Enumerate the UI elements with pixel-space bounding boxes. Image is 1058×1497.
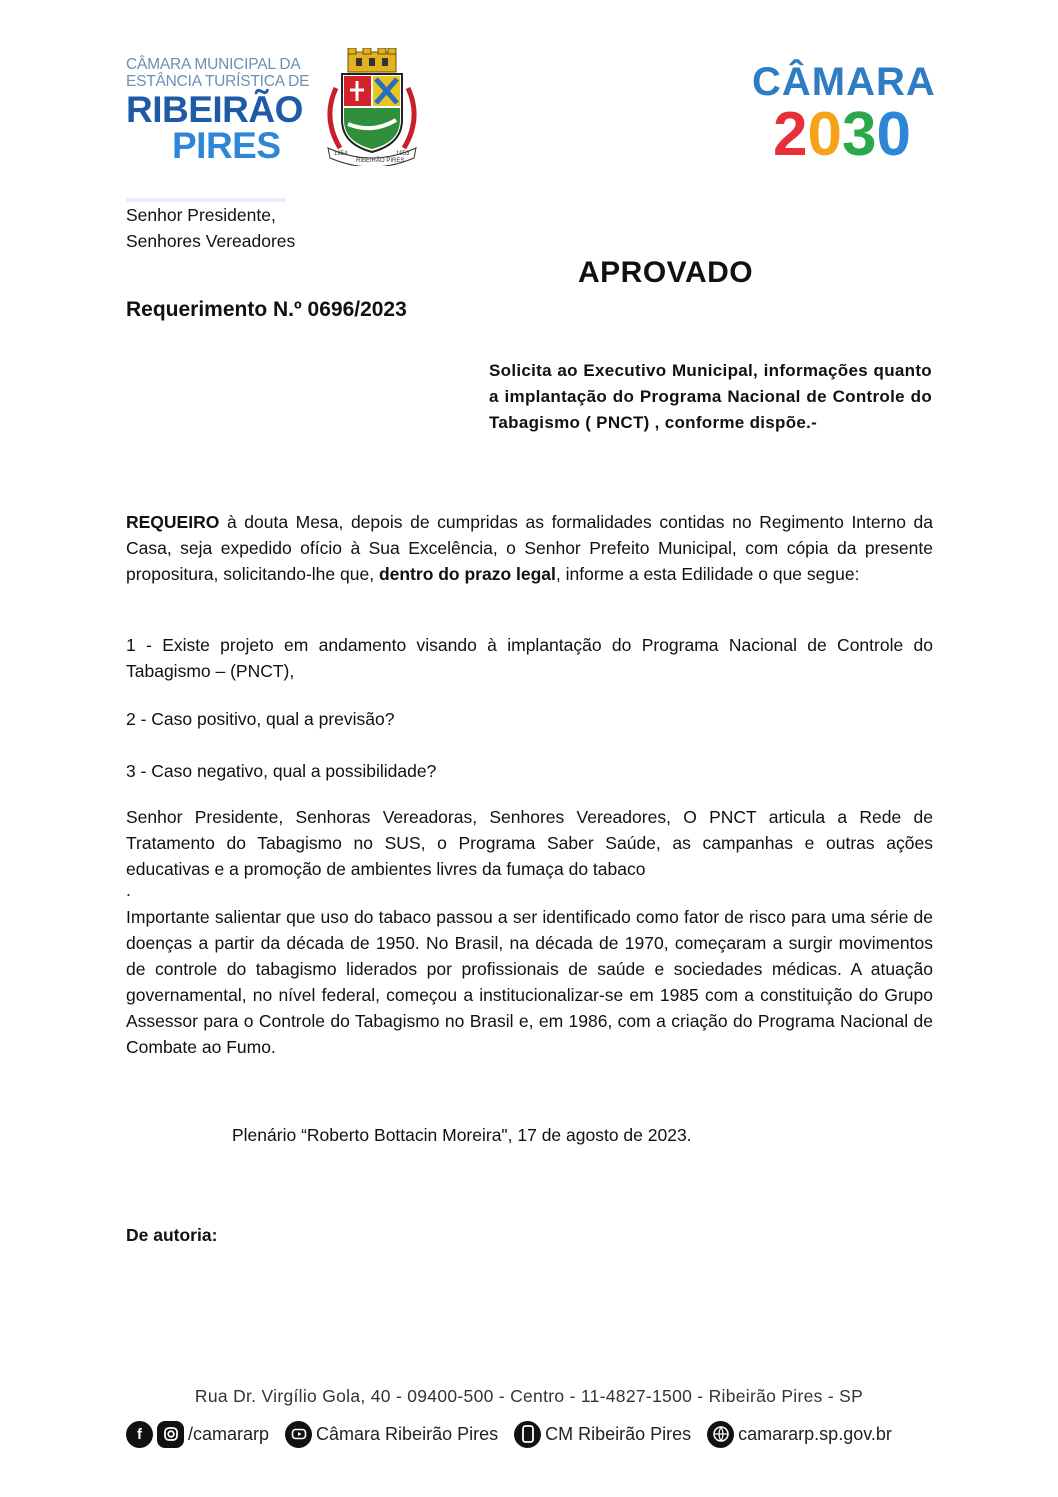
question-2: 2 - Caso positivo, qual a previsão?	[126, 709, 395, 729]
social-handle-item[interactable]	[126, 1421, 269, 1448]
camara-ribeirao-pires-logo	[126, 56, 310, 166]
youtube-item[interactable]	[285, 1421, 498, 1448]
globe-icon	[707, 1421, 734, 1448]
question-3: 3 - Caso negativo, qual a possibilidade?	[126, 761, 437, 781]
logo-line-1: CÂMARA MUNICIPAL DA	[126, 56, 301, 73]
year-digit-4: 0	[876, 100, 911, 169]
greeting-line-1: Senhor Presidente,	[126, 205, 276, 225]
request-summary: Solicita ao Executivo Municipal, informações quanto a implantação do Programa Nacional de Controle do Tabagismo ( PNCT) , conforme dispõe.-	[489, 361, 932, 432]
question-1: 1 - Existe projeto em andamento visando à implantação do Programa Nacional de Controle do Tabagismo – (PNCT),	[126, 635, 933, 681]
main-paragraph	[126, 509, 933, 587]
year-digit-3: 3	[842, 100, 877, 169]
footer-address: Rua Dr. Virgílio Gola, 40 - 09400-500 - Centro - 11-4827-1500 - Ribeirão Pires - SP	[194, 1386, 864, 1406]
approved-stamp: APROVADO	[578, 256, 754, 289]
crest-ribbon-text: RIBEIRÃO PIRES	[356, 158, 405, 164]
logo-line-3: RIBEIRÃO	[126, 89, 303, 130]
phone-app-icon	[514, 1421, 541, 1448]
crest-year-right: 1953	[396, 151, 410, 157]
main-text-2: , informe a esta Edilidade o que segue:	[555, 564, 860, 584]
main-bold-start: REQUEIRO	[126, 512, 220, 532]
main-text-1: à douta Mesa, depois de cumpridas as formalidades contidas no Regimento Interno da Casa, seja expedido ofício à Sua Excelência, o Senhor Prefeito Municipal, com cópia da presente propositura, solicitando-lhe que,	[126, 512, 933, 584]
greeting	[126, 202, 295, 254]
facebook-icon: f	[126, 1421, 153, 1448]
youtube-icon	[285, 1421, 312, 1448]
logo-line-2: ESTÂNCIA TURÍSTICA DE	[126, 73, 310, 90]
rede-paragraph: Senhor Presidente, Senhoras Vereadoras, Senhores Vereadores, O PNCT articula a Rede de Tratamento do Tabagismo no SUS, o Programa Saber Saúde, as campanhas e outras ações educativas e a promoção de ambientes livres da fumaça do tabaco	[126, 807, 933, 879]
place-and-date: Plenário “Roberto Bottacin Moreira", 17 de agosto de 2023.	[232, 1125, 692, 1145]
year-digit-1: 2	[773, 100, 808, 169]
app-item[interactable]	[514, 1421, 691, 1448]
camara-2030-logo	[752, 60, 936, 169]
app-text: CM Ribeirão Pires	[545, 1423, 692, 1444]
author-label: De autoria:	[126, 1225, 218, 1245]
separator-dot: .	[126, 880, 131, 900]
website-item[interactable]	[707, 1421, 892, 1448]
crest-year-left: 1954	[334, 151, 348, 157]
greeting-line-2: Senhores Vereadores	[126, 231, 296, 251]
logo-line-4: PIRES	[172, 125, 281, 166]
year-digit-2: 0	[807, 100, 842, 169]
camara-2030-year	[752, 100, 932, 169]
website-text: camararp.sp.gov.br	[738, 1423, 892, 1444]
camara-2030-word: CÂMARA	[752, 60, 936, 104]
social-handle-text: /camararp	[188, 1423, 270, 1444]
municipal-coat-of-arms-icon	[318, 48, 426, 166]
instagram-icon	[157, 1421, 184, 1448]
request-title: Requerimento N.º 0696/2023	[126, 298, 407, 321]
main-bold-mid: dentro do prazo legal	[378, 564, 556, 584]
youtube-text: Câmara Ribeirão Pires	[316, 1423, 499, 1444]
footer-social-bar	[126, 1418, 946, 1450]
importante-paragraph: Importante salientar que uso do tabaco passou a ser identificado como fator de risco para uma série de doenças a partir da década de 1950. No Brasil, na década de 1970, começaram a surgir movimentos de controle do tabagismo liderados por profissionais de saúde e sociedades médicas. A atuação governamental, no nível federal, começou a institucionalizar-se em 1985 com a constituição do Grupo Assessor para o Controle do Tabagismo no Brasil e, em 1986, com a criação do Programa Nacional de Combate ao Fumo.	[126, 907, 933, 1057]
